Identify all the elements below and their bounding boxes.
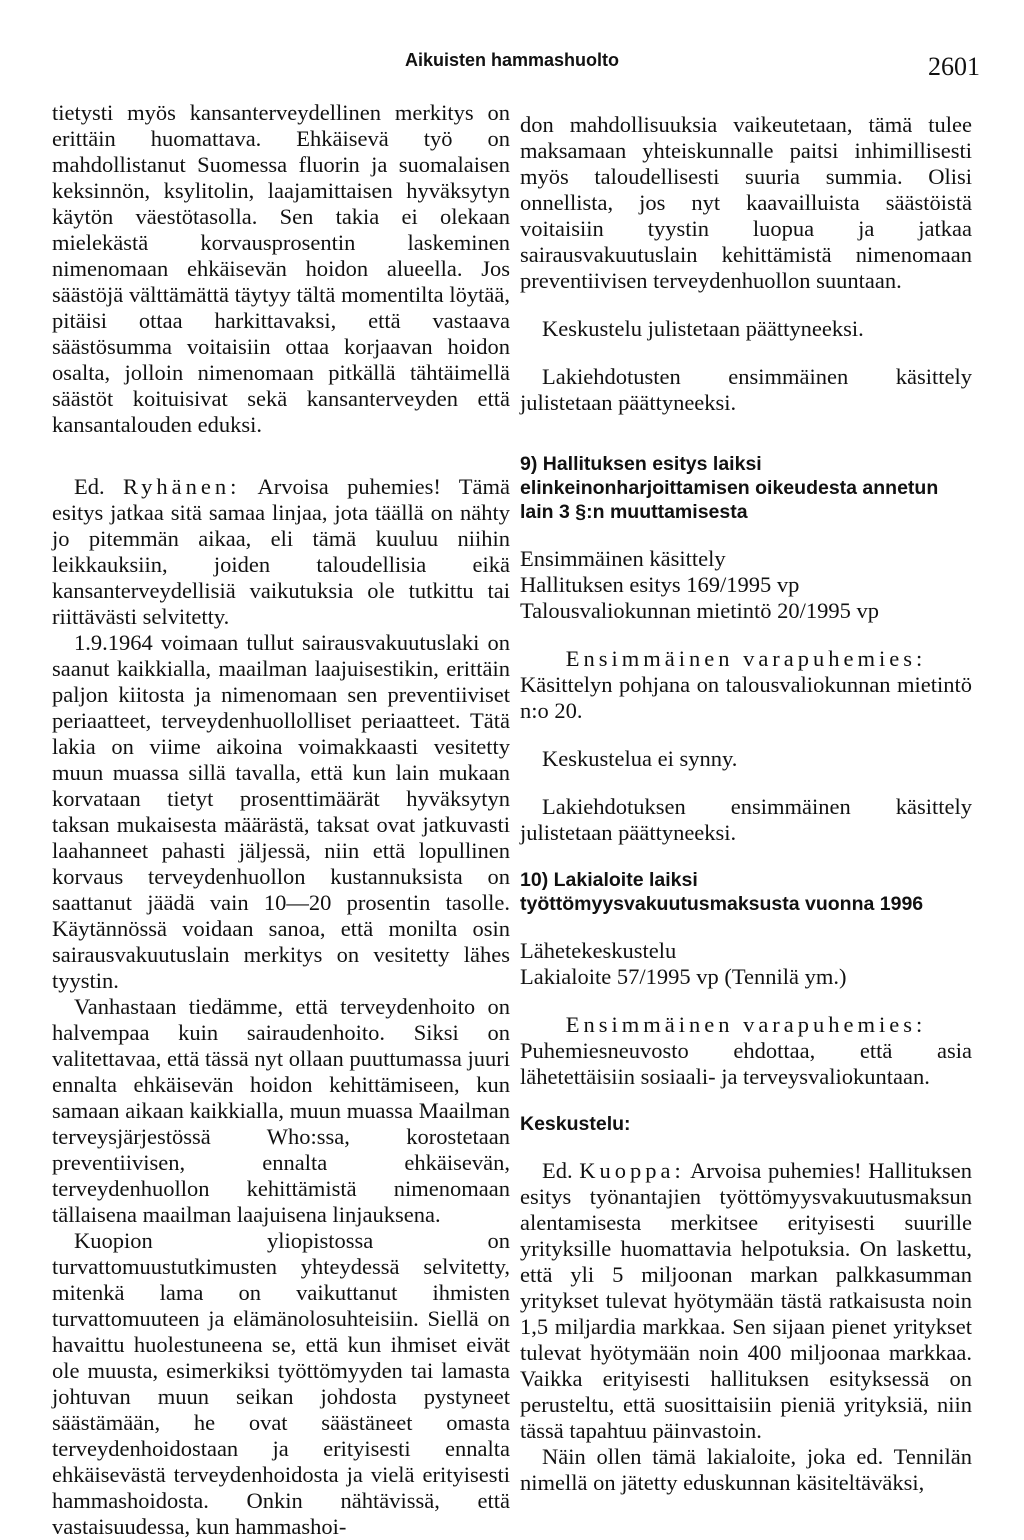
agenda-line: Hallituksen esitys 169/1995 vp — [520, 572, 800, 597]
discussion-heading: Keskustelu: — [520, 1113, 631, 1135]
paragraph: 1.9.1964 voimaan tullut sairausvakuutuslaki on saanut kaikkialla, maailman laajuisestikin, erittäin paljon kiitosta ja nimenomaan sen preventiiviset periaatteet, terveydenhuollolliset periaatteet. Tätä lakia on viime aikoina voimakkaasti vesitetty muun muassa sillä tavalla, että kun lain mukaan korvataan tietyt prosenttimäärät hyväksytyn taksan mukaisesta määrästä, taksat ovat jatkuvasti laahanneet pahasti jäljessä, niin että lopullinen korvaus terveydenhuollon kustannuksista on saattanut jäädä vain 10—20 prosentin tasolle. Käytännössä voidaan sanoa, että monilta osin sairausvakuutuslain merkitys on vesitetty lähes tyystin. — [52, 630, 510, 993]
speaker-name: Ryhänen: — [123, 474, 241, 499]
agenda-line: Ensimmäinen käsittely — [520, 546, 726, 571]
running-title: Aikuisten hammashuolto — [404, 50, 620, 70]
left-column — [52, 100, 510, 1540]
agenda-heading-9: 9) Hallituksen esitys laiksi elinkeinonharjoittamisen oikeudesta annetun lain 3 §:n muuttamisesta — [520, 453, 939, 523]
paragraph: tietysti myös kansanterveydellinen merkitys on erittäin huomattava. Ehkäisevä työ on mahdollistanut Suomessa fluorin ja suomalaisen keksinnön, ksylitolin, laajamittaisen hyväksytyn käytön väestötasolla. Sen takia ei olekaan mielekästä korvausprosentin laskeminen nimenomaan ehkäisevän hoidon alueella. Jos säästöjä välttämättä täytyy tältä momentilta löytää, pitäisi ottaa harkittavaksi, että vastaava säästösumma voitaisiin ottaa korjaavan hoidon osalta, jolloin nimenomaan pitkällä tähtäimellä säästöt koituisivat sekä kansanterveyden että kansantalouden eduksi. — [52, 100, 510, 437]
paragraph: Käsittelyn pohjana on talousvaliokunnan mietintö n:o 20. — [520, 672, 972, 723]
paragraph: Kuopion yliopistossa on turvattomuustutkimusten yhteydessä selvitetty, mitenkä lama on vaikuttanut ihmisten turvattomuuteen ja elämänolosuhteisiin. Siellä on havaittu huolestuneena se, että kun ihmiset eivät ole muusta, esimerkiksi työttömyyden tai lamasta johtuvan muun seikan johdosta pystyneet säästämään, he ovat säästäneet omasta terveydenhoidostaan ja erityisesti ennalta ehkäisevästä terveydenhoidosta ja vielä erityisesti hammashoidosta. Onkin nähtävissä, että vastaisuudessa, kun hammashoi- — [52, 1228, 510, 1539]
paragraph: Lakiehdotuksen ensimmäinen käsittely julistetaan päättyneeksi. — [520, 794, 972, 845]
speaker-name: Kuoppa: — [579, 1158, 685, 1183]
paragraph: Vanhastaan tiedämme, että terveydenhoito on halvempaa kuin sairaudenhoito. Siksi on valitettavaa, että tässä nyt ollaan puuttumassa juuri ennalta ehkäisevän hoidon kehittämiseen, kun samaan aikaan kaikkialla, muun muassa Maailman terveysjärjestössä Who:ssa, korostetaan preventiivisen, ennalta ehkäisevän, terveydenhuollon kehittämistä nimenomaan tällaisena maailman laajuisena linjauksena. — [52, 994, 510, 1227]
paragraph: Puhemiesneuvosto ehdottaa, että asia lähetettäisiin sosiaali- ja terveysvaliokuntaan. — [520, 1038, 972, 1089]
agenda-line: Lähetekeskustelu — [520, 938, 677, 963]
page-number: 2601 — [928, 52, 980, 81]
speech-kuoppa — [520, 1158, 972, 1444]
speech-ryhanen — [52, 474, 510, 630]
speaker-prefix: Ed. — [542, 1158, 573, 1183]
speech-text: Arvoisa puhemies! Hallituksen esitys työnantajien työttömyysvakuutusmaksun alentamisesta merkitsee erityisesti suurille yrityksille huomattavia helpotuksia. On laskettu, että yli 5 miljoonan markan palkkasumman yritykset tulevat hyötymään tästä ratkaisusta noin 1,5 miljardia markkaa. Sen sijaan pienet yritykset tulevat hyötymään noin 400 miljoonaa markkaa. Vaikka erityisesti hallituksen esityksessä on perusteltu, että suosittaisiin pieniä yrityksiä, niin tässä tapahtuu päinvastoin. — [520, 1158, 973, 1443]
paragraph: don mahdollisuuksia vaikeutetaan, tämä tulee maksamaan yhteiskunnalle paitsi inhimillisesti myös taloudellisesti suuria summia. Olisi onnellista, jos nyt kaavailluista säästöistä voitaisiin tyystin luopua ja jatkaa sairausvakuutuslain kehittämistä nimenomaan preventiivisen terveydenhuollon suuntaan. — [520, 112, 972, 293]
speech-text: Arvoisa puhemies! Tämä esitys jatkaa sitä samaa linjaa, jota täällä on nähty jo pitemmän aikaa, eli tämä kuuluu niihin leikkauksiin, joiden taloudellisia eikä kansanterveydellisiä vaikutuksia ole tutkittu tai riittävästi selvitetty. — [52, 474, 510, 629]
agenda-line: Talousvaliokunnan mietintö 20/1995 vp — [520, 598, 880, 623]
paragraph: Keskustelua ei synny. — [542, 746, 738, 771]
paragraph: Näin ollen tämä lakialoite, joka ed. Tennilän nimellä on jätetty eduskunnan käsiteltäväksi, — [520, 1444, 972, 1495]
agenda-heading-10: 10) Lakialoite laiksi työttömyysvakuutusmaksusta vuonna 1996 — [520, 869, 924, 915]
speaker-role: Ensimmäinen varapuhemies: — [565, 1012, 927, 1037]
page-header — [0, 42, 1024, 82]
speaker-prefix: Ed. — [74, 474, 105, 499]
right-column — [520, 112, 972, 1496]
speaker-role: Ensimmäinen varapuhemies: — [565, 646, 927, 671]
agenda-line: Lakialoite 57/1995 vp (Tennilä ym.) — [520, 964, 847, 989]
paragraph: Keskustelu julistetaan päättyneeksi. — [542, 316, 864, 341]
paragraph: Lakiehdotusten ensimmäinen käsittely julistetaan päättyneeksi. — [520, 364, 972, 415]
